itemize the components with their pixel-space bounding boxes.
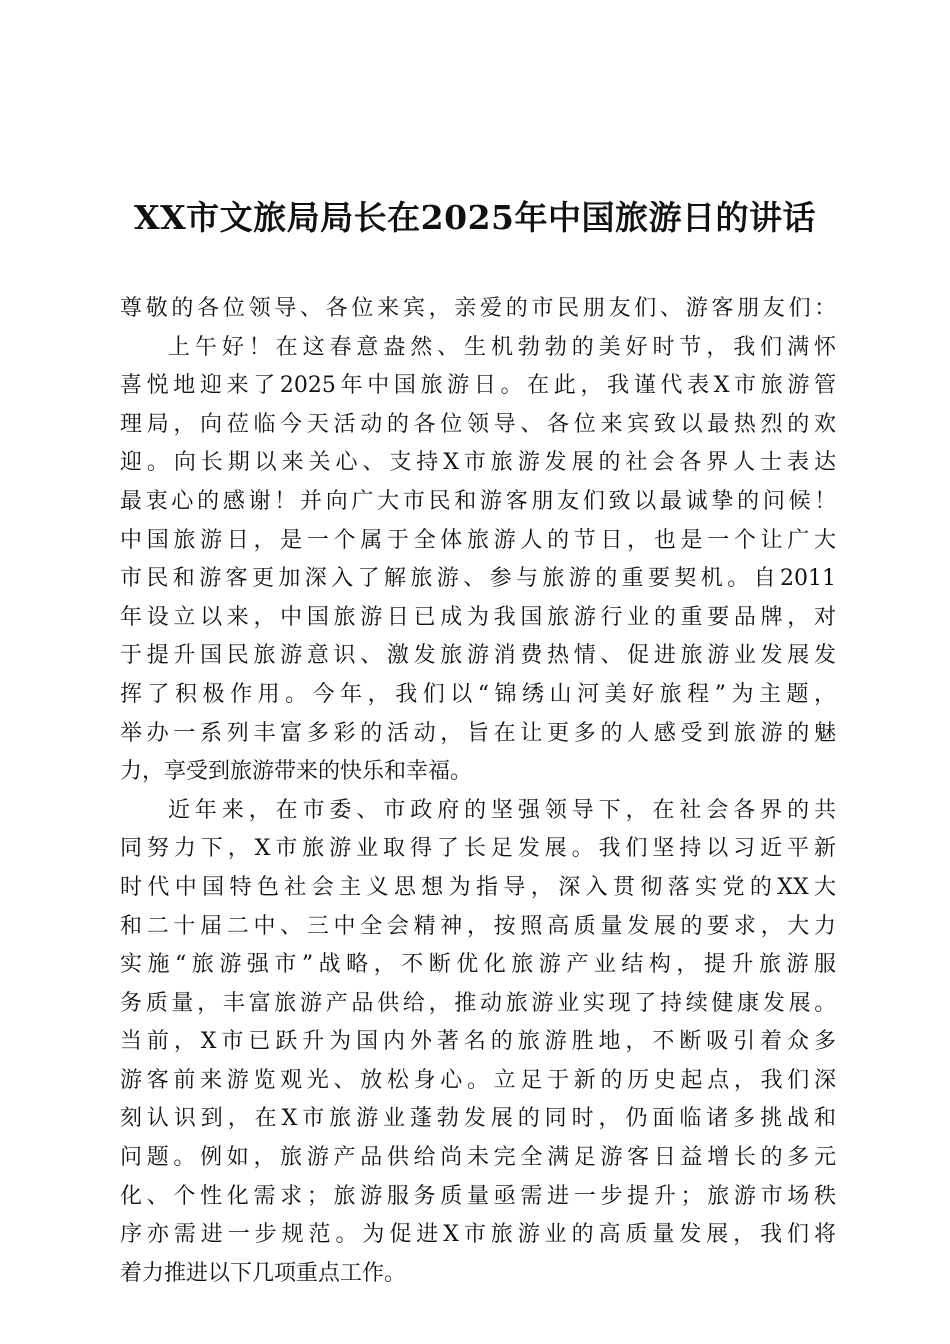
text-line: 最衷心的感谢！并向广大市民和游客朋友们致以最诚挚的问候！ [120, 488, 836, 514]
document-title: XX市文旅局局长在2025年中国旅游日的讲话 [133, 198, 817, 237]
text-line: 实施“旅游强市”战略，不断优化旅游产业结构，提升旅游服 [120, 952, 836, 978]
text-line: 中国旅游日，是一个属于全体旅游人的节日，也是一个让广大 [120, 527, 836, 553]
text-line: 挥了积极作用。今年，我们以“锦绣山河美好旅程”为主题， [120, 681, 836, 707]
text-line: 和二十届二中、三中全会精神，按照高质量发展的要求，大力 [120, 913, 836, 939]
text-line: 近年来，在市委、市政府的坚强领导下，在社会各界的共 [168, 797, 836, 823]
text-line: 喜悦地迎来了2025年中国旅游日。在此，我谨代表X市旅游管 [120, 373, 836, 399]
text-line: 理局，向莅临今天活动的各位领导、各位来宾致以最热烈的欢 [120, 411, 836, 437]
text-line: 当前，X市已跃升为国内外著名的旅游胜地，不断吸引着众多 [120, 1029, 836, 1055]
text-line: 着力推进以下几项重点工作。 [120, 1260, 407, 1286]
document-body [120, 290, 836, 1293]
text-line: 上午好！在这春意盎然、生机勃勃的美好时节，我们满怀 [168, 334, 836, 360]
text-line: 游客前来游览观光、放松身心。立足于新的历史起点，我们深 [120, 1067, 836, 1093]
text-line: 刻认识到，在X市旅游业蓬勃发展的同时，仍面临诸多挑战和 [120, 1106, 836, 1132]
text-line: 序亦需进一步规范。为促进X市旅游业的高质量发展，我们将 [120, 1222, 836, 1248]
text-line: 市民和游客更加深入了解旅游、参与旅游的重要契机。自2011 [120, 566, 836, 592]
text-line: 举办一系列丰富多彩的活动，旨在让更多的人感受到旅游的魅 [120, 720, 836, 746]
text-line: 于提升国民旅游意识、激发旅游消费热情、促进旅游业发展发 [120, 643, 836, 669]
text-line: 问题。例如，旅游产品供给尚未完全满足游客日益增长的多元 [120, 1145, 836, 1171]
text-line: 化、个性化需求；旅游服务质量亟需进一步提升；旅游市场秩 [120, 1183, 836, 1209]
text-line: 迎。向长期以来关心、支持X市旅游发展的社会各界人士表达 [120, 450, 836, 476]
text-line: 力，享受到旅游带来的快乐和幸福。 [120, 759, 473, 785]
text-line: 务质量，丰富旅游产品供给，推动旅游业实现了持续健康发展。 [120, 990, 836, 1016]
text-line: 年设立以来，中国旅游日已成为我国旅游行业的重要品牌，对 [120, 604, 836, 630]
text-line: 尊敬的各位领导、各位来宾，亲爱的市民朋友们、游客朋友们： [120, 296, 836, 321]
text-line: 时代中国特色社会主义思想为指导，深入贯彻落实党的XX大 [120, 874, 836, 900]
text-line: 同努力下，X市旅游业取得了长足发展。我们坚持以习近平新 [120, 836, 836, 862]
